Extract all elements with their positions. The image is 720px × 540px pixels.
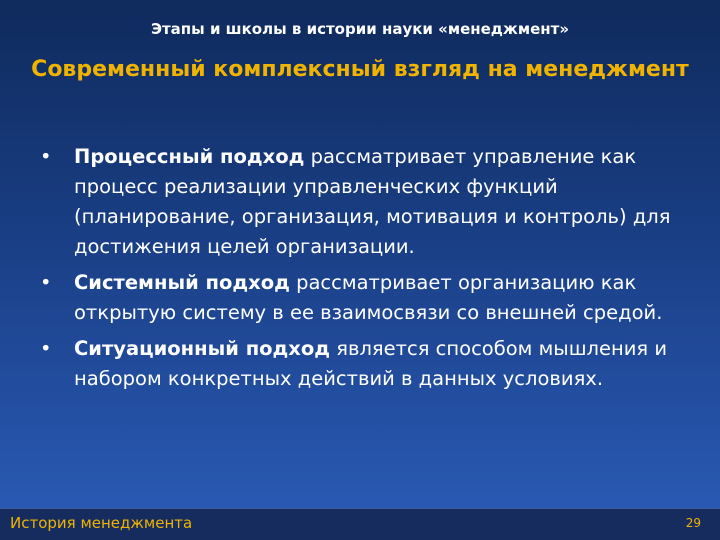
bullet-term: Системный подход xyxy=(74,271,290,294)
bullet-item-process xyxy=(40,142,700,262)
slide-title: Современный комплексный взгляд на менеджмент xyxy=(31,57,689,82)
bullet-text: является способом мышления и набором конкретных действий в данных условиях. xyxy=(74,337,668,390)
bullet-dot-icon: • xyxy=(40,145,52,168)
bullet-text: рассматривает организацию как открытую систему в ее взаимосвязи со внешней средой. xyxy=(74,271,663,324)
bullet-term: Процессный подход xyxy=(74,145,305,168)
bullet-term: Ситуационный подход xyxy=(74,337,331,360)
bullet-list xyxy=(40,142,700,400)
footer-course-title: История менеджмента xyxy=(10,514,193,532)
bullet-item-situational xyxy=(40,334,700,394)
header-text: Этапы и школы в истории науки «менеджмент» xyxy=(150,20,570,38)
page-number: 29 xyxy=(685,516,701,530)
bullet-item-system xyxy=(40,268,700,328)
bullet-dot-icon: • xyxy=(40,271,52,294)
bullet-dot-icon: • xyxy=(40,337,52,360)
footer-bar xyxy=(0,508,720,540)
bullet-text: рассматривает управление как процесс реализации управленческих функций (планирование, организация, мотивация и контроль) для достижения целей организации. xyxy=(74,145,671,258)
